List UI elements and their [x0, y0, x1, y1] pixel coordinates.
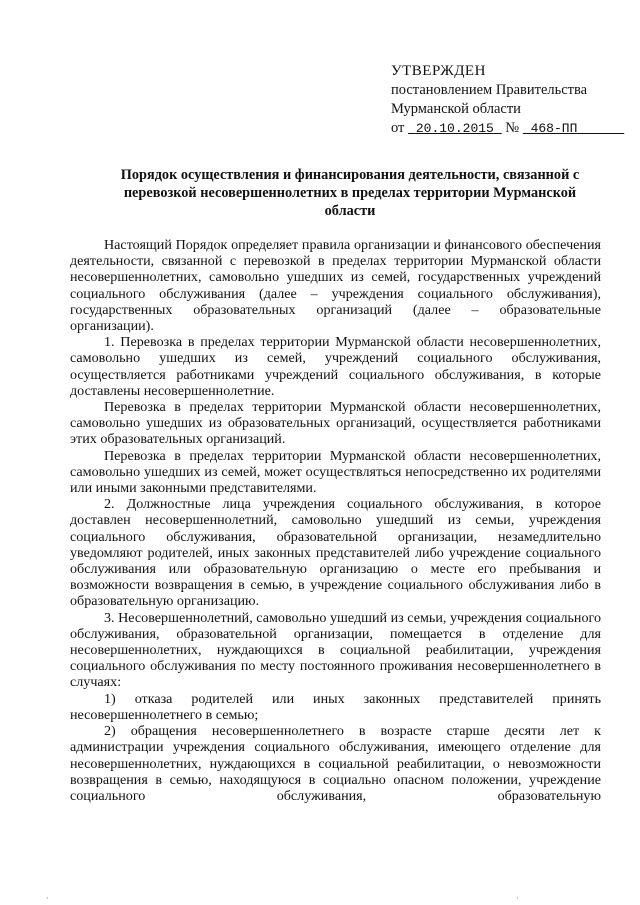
paragraph-3: 3. Несовершеннолетний, самовольно ушедший из семьи, учреждения социального обслуживания, образовательной организации, помещается в отделение для несовершеннолетних, нуждающихся в социальной реабилитации, учреждения социального обслуживания по месту постоянного проживания несовершеннолетнего в случаях: — [70, 609, 601, 691]
scan-mark-left: · — [46, 894, 49, 903]
paragraph-3-item-2: 2) обращения несовершеннолетнего в возрасте старше десяти лет к администрации учреждения социального обслуживания, имеющего отделение для несовершеннолетних, нуждающихся в социальной реабилитации, о невозможности возвращения в семью, находящуюся в социально опасном положении, учреждение социального обслуживания, образовательную — [70, 723, 601, 804]
approval-date-number-line — [391, 119, 621, 138]
document-body — [70, 237, 601, 804]
paragraph-1-part-3: Перевозка в пределах территории Мурманской области несовершеннолетних, самовольно ушедших из семей, может осуществляться непосредственно их родителями или иными законными представителями. — [70, 447, 601, 497]
approval-date: 20.10.2015 — [415, 121, 494, 136]
paragraph-3-item-1: 1) отказа родителей или иных законных представителей принять несовершеннолетнего в семью; — [70, 690, 601, 723]
paragraph-1: 1. Перевозка в пределах территории Мурманской области несовершеннолетних, самовольно ушедших из семей, учреждений социального обслуживания, осуществляется работниками учреждений социального обслуживания, в которые доставлены несовершеннолетние. — [70, 334, 601, 399]
approval-line-1: постановлением Правительства — [391, 82, 588, 98]
approval-stamp — [391, 62, 621, 138]
approval-number: 468-ПП — [530, 121, 578, 136]
number-prefix: № — [505, 120, 520, 136]
scan-mark-right: · — [516, 894, 519, 903]
paragraph-intro: Настоящий Порядок определяет правила организации и финансового обеспечения деятельности, связанной с перевозкой в пределах территории Мурманской области несовершеннолетних, самовольно ушедших из семей, государственных учреждений социального обслуживания (далее – учреждения социального обслуживания), государственных образовательных организаций (далее – образовательные организации). — [70, 237, 601, 335]
document-title: Порядок осуществления и финансирования деятельности, связанной с перевозкой несовершеннолетних в пределах территории Мурманской области — [120, 167, 580, 219]
paragraph-2: 2. Должностные лица учреждения социального обслуживания, в которое доставлен несовершеннолетний, самовольно ушедший из семьи, учреждения социального обслуживания, образовательной организации, незамедлительно уведомляют родителей, иных законных представителей либо учреждение социального обслуживания или образовательную организацию о месте его пребывания и возможности возвращения в семью, в учреждение социального обслуживания либо в образовательную организацию. — [70, 496, 601, 610]
approval-heading: УТВЕРЖДЕН — [391, 63, 486, 79]
date-prefix: от — [391, 120, 405, 136]
paragraph-1-part-2: Перевозка в пределах территории Мурманской области несовершеннолетних, самовольно ушедших из образовательных организаций, осуществляется работниками этих образовательных организаций. — [70, 399, 601, 448]
approval-line-2: Мурманской области — [391, 101, 521, 117]
